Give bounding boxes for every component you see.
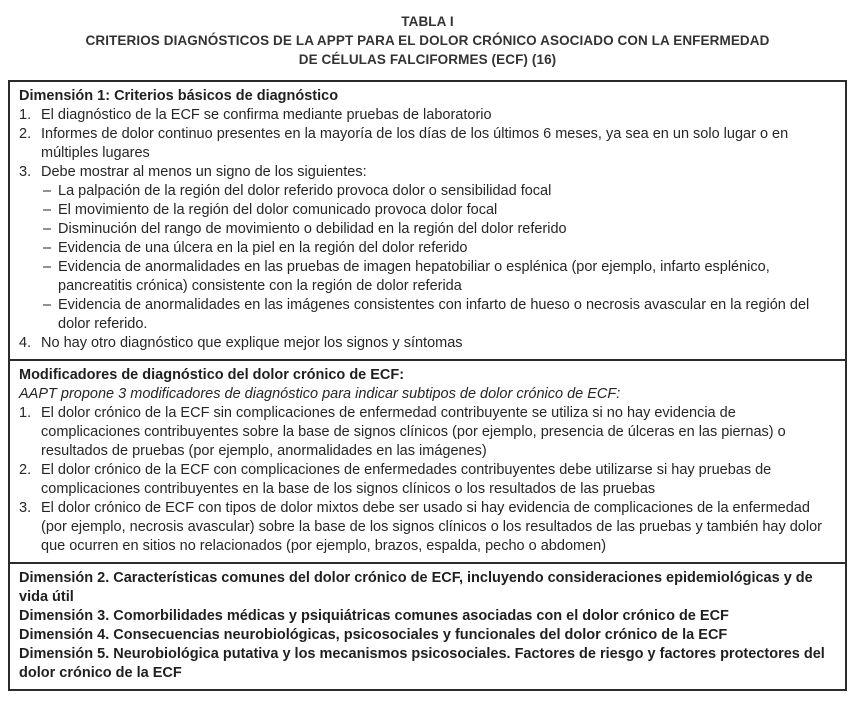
- dimension-5-line: Dimensión 5. Neurobiológica putativa y los mecanismos psicosociales. Factores de riesgo y factores protectores del dolor crónico de la ECF: [19, 646, 825, 681]
- sign-subitem-3: [43, 220, 836, 239]
- dimension-2-line: Dimensión 2. Características comunes del dolor crónico de ECF, incluyendo consideraciones epidemiológicas y de vida útil: [19, 570, 813, 605]
- dimension-3-line: Dimensión 3. Comorbilidades médicas y psiquiátricas comunes asociadas con el dolor crónico de ECF: [19, 608, 729, 624]
- item-text: Informes de dolor continuo presentes en la mayoría de los días de los últimos 6 meses, ya sea en un solo lugar o en múltiples lugares: [41, 126, 789, 161]
- section-dimensions-2-5: [10, 562, 845, 689]
- sign-subitem-6: [43, 296, 836, 334]
- section-heading-dimension-1: Dimensión 1: Criterios básicos de diagnóstico: [19, 88, 339, 104]
- table-number: TABLA I: [401, 14, 454, 29]
- item-number: 2.: [19, 126, 32, 142]
- item-number: 1.: [19, 107, 32, 123]
- modifier-item-3: [19, 499, 836, 556]
- item-number: 1.: [19, 405, 32, 421]
- sign-subitem-1: [43, 182, 836, 201]
- criterion-item-4: [19, 334, 836, 353]
- section-heading-modifiers: Modificadores de diagnóstico del dolor crónico de ECF:: [19, 367, 405, 383]
- dimension-4-line: Dimensión 4. Consecuencias neurobiológicas, psicosociales y funcionales del dolor crónico de la ECF: [19, 627, 728, 643]
- item-text: Debe mostrar al menos un signo de los siguientes:: [41, 164, 367, 180]
- subitem-text: Evidencia de anormalidades en las pruebas de imagen hepatobiliar o esplénica (por ejemplo, infarto esplénico, pancreatitis crónica) consistente con la región de dolor referida: [58, 259, 770, 294]
- dash-marker: –: [43, 202, 52, 218]
- dash-marker: –: [43, 259, 52, 275]
- dash-marker: –: [43, 297, 52, 313]
- item-text: El dolor crónico de la ECF con complicaciones de enfermedades contribuyentes debe utilizarse si hay pruebas de complicaciones contribuyentes en la base de los signos clínicos o los resultados de las pruebas: [41, 462, 772, 497]
- criteria-table: [8, 80, 847, 691]
- subitem-text: Disminución del rango de movimiento o debilidad en la región del dolor referido: [58, 221, 567, 237]
- subitem-text: Evidencia de una úlcera en la piel en la región del dolor referido: [58, 240, 468, 256]
- section-diagnostic-modifiers: [10, 359, 845, 562]
- dash-marker: –: [43, 221, 52, 237]
- sign-subitem-5: [43, 258, 836, 296]
- subitem-text: Evidencia de anormalidades en las imágenes consistentes con infarto de hueso o necrosis avascular en la región del dolor referido.: [58, 297, 810, 332]
- item-number: 4.: [19, 335, 32, 351]
- criterion-item-3: [19, 163, 836, 182]
- criterion-item-2: [19, 125, 836, 163]
- dash-marker: –: [43, 240, 52, 256]
- subitem-text: La palpación de la región del dolor referido provoca dolor o sensibilidad focal: [58, 183, 552, 199]
- table-caption-line-1: CRITERIOS DIAGNÓSTICOS DE LA APPT PARA EL DOLOR CRÓNICO ASOCIADO CON LA ENFERMEDAD: [85, 33, 770, 48]
- modifiers-intro: AAPT propone 3 modificadores de diagnóstico para indicar subtipos de dolor crónico de ECF:: [19, 386, 621, 402]
- modifier-item-1: [19, 404, 836, 461]
- item-text: El diagnóstico de la ECF se confirma mediante pruebas de laboratorio: [41, 107, 492, 123]
- item-number: 2.: [19, 462, 32, 478]
- table-title-block: [8, 8, 847, 69]
- sign-subitem-4: [43, 239, 836, 258]
- subitem-text: El movimiento de la región del dolor comunicado provoca dolor focal: [58, 202, 498, 218]
- dash-marker: –: [43, 183, 52, 199]
- item-text: El dolor crónico de la ECF sin complicaciones de enfermedad contribuyente se utiliza si no hay evidencia de complicaciones contribuyentes sobre la base de signos clínicos (por ejemplo, presencia de úlceras en las piernas) o resultados de pruebas (por ejemplo, anormalidades en las imágenes): [41, 405, 786, 459]
- item-number: 3.: [19, 500, 32, 516]
- item-number: 3.: [19, 164, 32, 180]
- criterion-item-1: [19, 106, 836, 125]
- table-caption-line-2: DE CÉLULAS FALCIFORMES (ECF) (16): [298, 52, 557, 67]
- sign-subitem-2: [43, 201, 836, 220]
- item-text: El dolor crónico de ECF con tipos de dolor mixtos debe ser usado si hay evidencia de complicaciones de la enfermedad (por ejemplo, necrosis avascular) sobre la base de los signos clínicos o los resultados de las pruebas y también hay dolor que ocurren en sitios no relacionados (por ejemplo, brazos, espalda, pecho o abdomen): [41, 500, 822, 554]
- modifier-item-2: [19, 461, 836, 499]
- item-text: No hay otro diagnóstico que explique mejor los signos y síntomas: [41, 335, 463, 351]
- section-basic-criteria: [10, 82, 845, 359]
